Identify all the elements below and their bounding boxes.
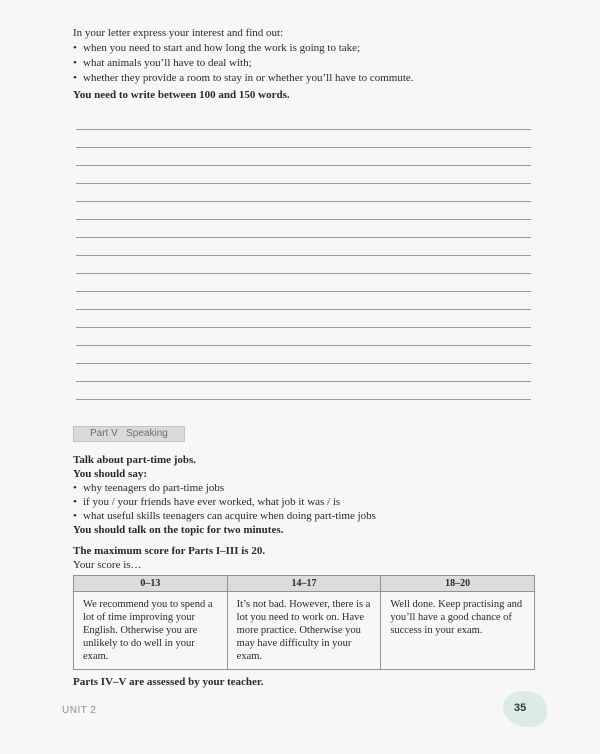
writing-line[interactable] <box>76 346 531 364</box>
score-feedback-cell: Well done. Keep practising and you’ll have a good chance of success in your exam. <box>381 592 535 670</box>
writing-bullet: • when you need to start and how long the work is going to take; <box>73 41 543 56</box>
writing-line[interactable] <box>76 112 531 130</box>
writing-line[interactable] <box>76 148 531 166</box>
writing-area[interactable] <box>76 112 531 400</box>
writing-line[interactable] <box>76 382 531 400</box>
speaking-bullet: • what useful skills teenagers can acquire when doing part-time jobs <box>73 509 543 523</box>
score-range-header: 14–17 <box>227 576 381 592</box>
speaking-bullet-list <box>73 481 543 523</box>
speaking-bullet: • why teenagers do part-time jobs <box>73 481 543 495</box>
speaking-topic: Talk about part-time jobs. <box>73 454 197 466</box>
score-feedback-cell: It’s not bad. However, there is a lot you need to work on. Have more practice. Otherwise you may have difficulty in your exam. <box>227 592 381 670</box>
your-score: Your score is… <box>73 559 142 571</box>
writing-line[interactable] <box>76 328 531 346</box>
writing-bullet: • what animals you’ll have to deal with; <box>73 56 543 71</box>
writing-line[interactable] <box>76 202 531 220</box>
score-range-header: 0–13 <box>74 576 228 592</box>
score-table <box>73 575 535 670</box>
word-limit: You need to write between 100 and 150 words. <box>73 89 290 101</box>
page-number: 35 <box>514 702 527 714</box>
score-range-header: 18–20 <box>381 576 535 592</box>
section-title: Speaking <box>126 428 168 439</box>
writing-line[interactable] <box>76 256 531 274</box>
writing-instruction: In your letter express your interest and find out: <box>73 27 284 39</box>
writing-line[interactable] <box>76 274 531 292</box>
writing-line[interactable] <box>76 184 531 202</box>
speaking-bullet: • if you / your friends have ever worked, what job it was / is <box>73 495 543 509</box>
writing-line[interactable] <box>76 130 531 148</box>
writing-line[interactable] <box>76 166 531 184</box>
writing-line[interactable] <box>76 364 531 382</box>
part-label: Part V <box>90 428 118 439</box>
speaking-task <box>73 453 543 537</box>
writing-task <box>73 26 543 103</box>
score-header <box>73 544 265 572</box>
part-v-tag <box>73 426 185 442</box>
writing-bullet-list <box>73 41 543 86</box>
assessed-note: Parts IV–V are assessed by your teacher. <box>73 676 264 688</box>
writing-line[interactable] <box>76 310 531 328</box>
score-feedback-cell: We recommend you to spend a lot of time improving your English. Otherwise you are unlikely to do well in your exam. <box>74 592 228 670</box>
score-table-header-row <box>74 576 535 592</box>
writing-bullet: • whether they provide a room to stay in or whether you’ll have to commute. <box>73 71 543 86</box>
unit-label: UNIT 2 <box>62 705 97 716</box>
speaking-duration: You should talk on the topic for two minutes. <box>73 524 284 536</box>
speaking-should-say: You should say: <box>73 468 147 480</box>
writing-line[interactable] <box>76 220 531 238</box>
writing-line[interactable] <box>76 238 531 256</box>
writing-line[interactable] <box>76 292 531 310</box>
score-table-row <box>74 592 535 670</box>
max-score: The maximum score for Parts I–III is 20. <box>73 545 266 557</box>
